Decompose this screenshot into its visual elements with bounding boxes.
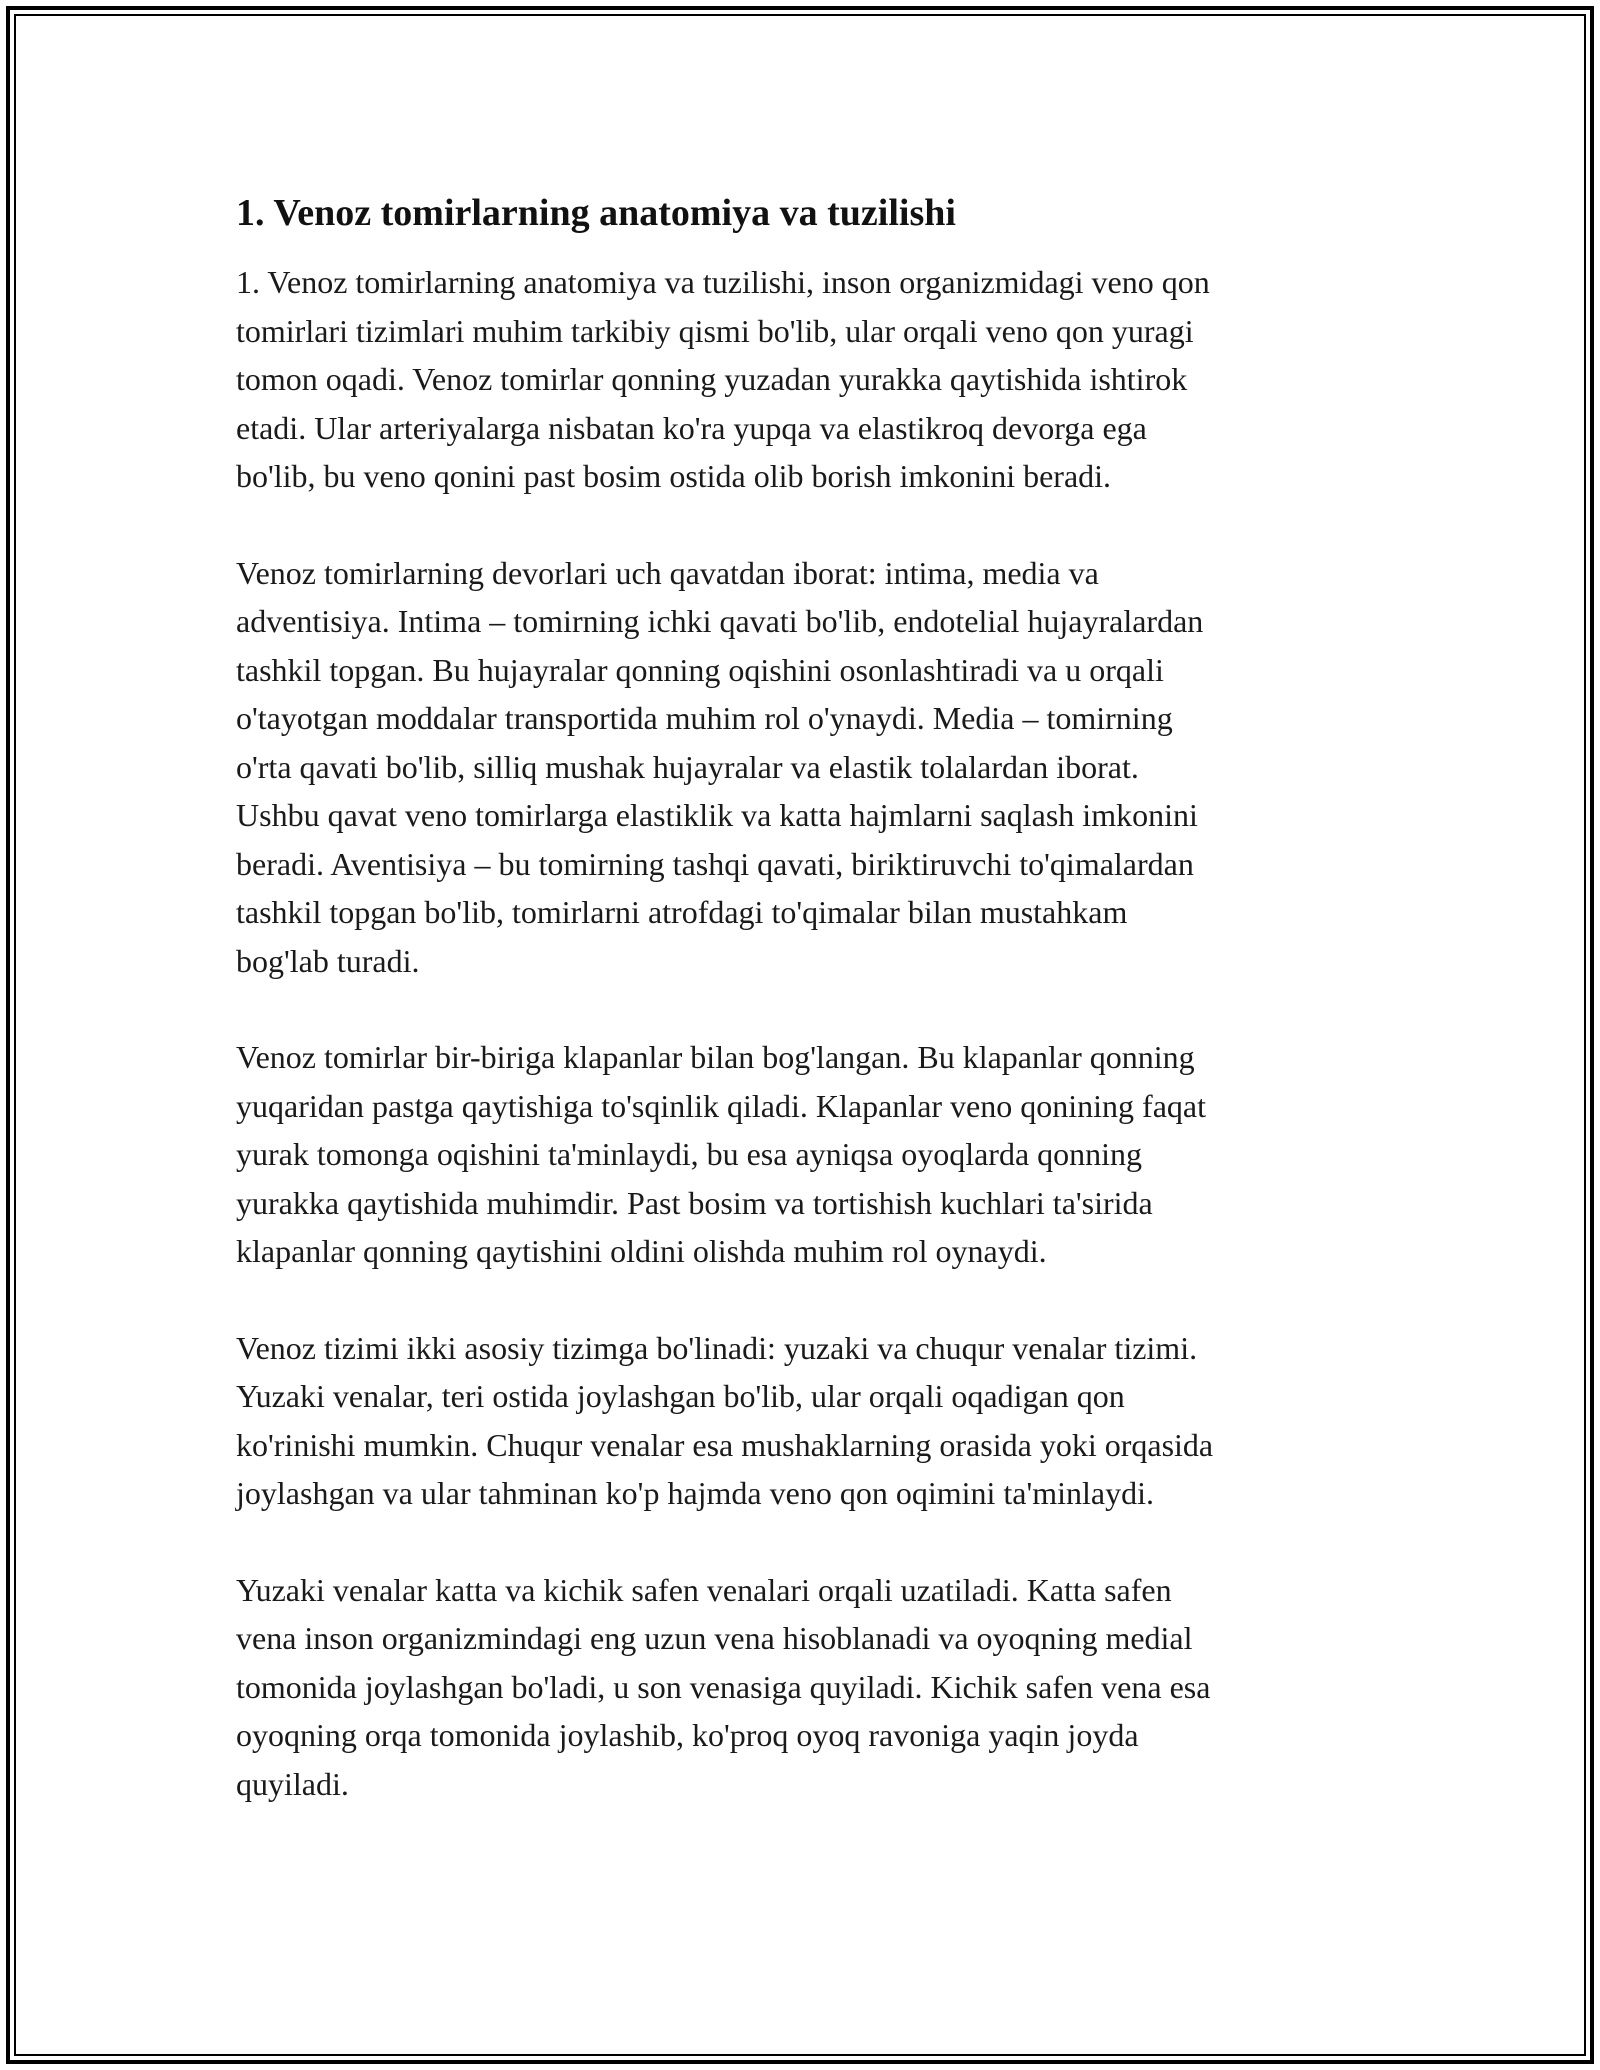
paragraph-4: Venoz tizimi ikki asosiy tizimga bo'linadi: yuzaki va chuqur venalar tizimi. Yuzaki venalar, teri ostida joylashgan bo'lib, ular orqali oqadigan qon ko'rinishi mumkin. Chuqur venalar esa mushaklarning orasida yoki orqasida joylashgan va ular tahminan ko'p hajmda veno qon oqimini ta'minlaydi. [236, 1329, 1214, 1511]
document-title: 1. Venoz tomirlarning anatomiya va tuzilishi [236, 192, 956, 234]
paragraph-3: Venoz tomirlar bir-biriga klapanlar bilan bog'langan. Bu klapanlar qonning yuqaridan pastga qaytishiga to'sqinlik qiladi. Klapanlar veno qonining faqat yurak tomonga oqishini ta'minlaydi, bu esa ayniqsa oyoqlarda qonning yurakka qaytishida muhimdir. Past bosim va tortishish kuchlari ta'sirida klapanlar qonning qaytishini oldini olishda muhim rol oynaydi. [236, 1039, 1206, 1269]
paragraph-2: Venoz tomirlarning devorlari uch qavatdan iborat: intima, media va adventisiya. Intima – tomirning ichki qavati bo'lib, endotelial hujayralardan tashkil topgan. Bu hujayralar qonning oqishini osonlashtiradi va u orqali o'tayotgan moddalar transportida muhim rol o'ynaydi. Media – tomirning o'rta qavati bo'lib, silliq mushak hujayralar va elastik tolalardan iborat. Ushbu qavat veno tomirlarga elastiklik va katta hajmlarni saqlash imkonini beradi. Aventisiya – bu tomirning tashqi qavati, biriktiruvchi to'qimalardan tashkil topgan bo'lib, tomirlarni atrofdagi to'qimalar bilan mustahkam bog'lab turadi. [236, 554, 1204, 979]
paragraph-5: Yuzaki venalar katta va kichik safen venalari orqali uzatiladi. Katta safen vena inson organizmindagi eng uzun vena hisoblanadi va oyoqning medial tomonida joylashgan bo'ladi, u son venasiga quyiladi. Kichik safen vena esa oyoqning orqa tomonida joylashib, ko'proq oyoq ravoniga yaqin joyda quyiladi. [236, 1571, 1211, 1802]
document-body [236, 188, 1366, 1808]
paragraph-1: 1. Venoz tomirlarning anatomiya va tuzilishi, inson organizmidagi veno qon tomirlari tizimlari muhim tarkibiy qismi bo'lib, ular orqali veno qon yuragi tomon oqadi. Venoz tomirlar qonning yuzadan yurakka qaytishida ishtirok etadi. Ular arteriyalarga nisbatan ko'ra yupqa va elastikroq devorga ega bo'lib, bu veno qonini past bosim ostida olib borish imkonini beradi. [236, 264, 1210, 494]
